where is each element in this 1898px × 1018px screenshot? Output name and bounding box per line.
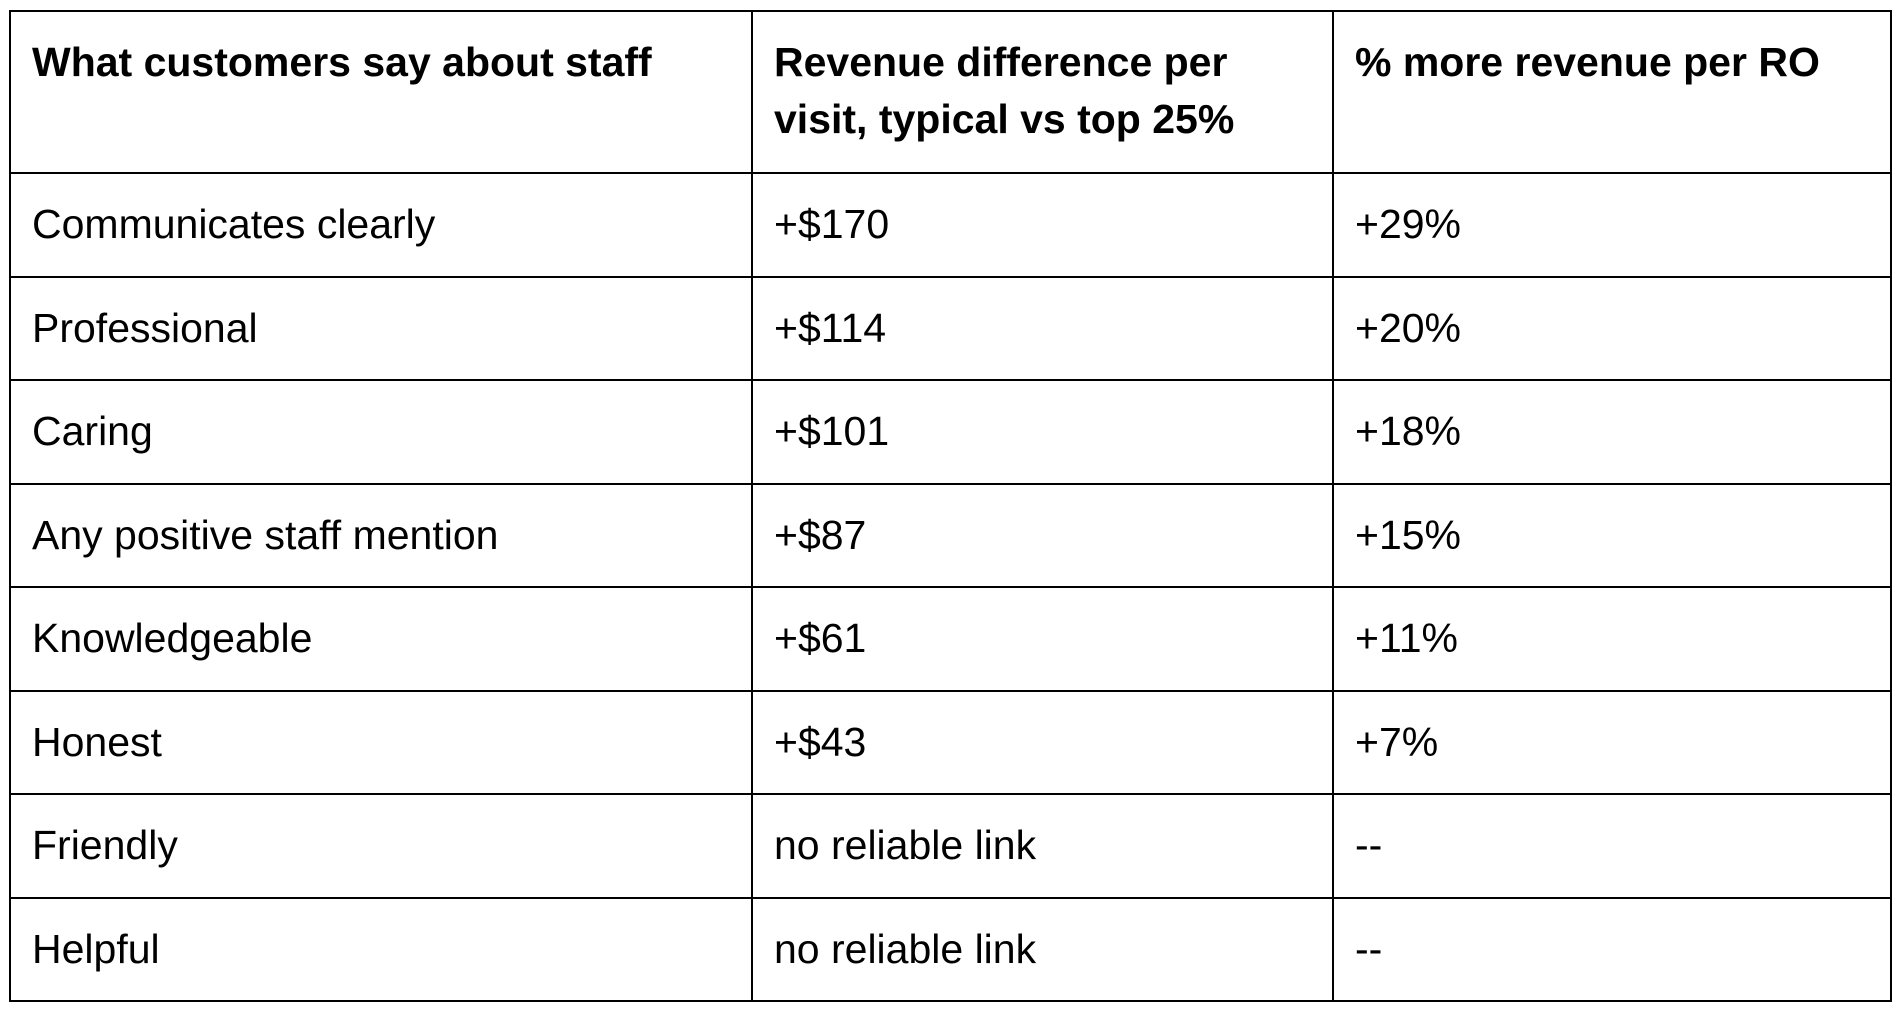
row-percent-more: +15% xyxy=(1333,484,1891,588)
row-percent-more: +20% xyxy=(1333,277,1891,381)
row-label: Communicates clearly xyxy=(10,173,752,277)
row-percent-more: -- xyxy=(1333,898,1891,1002)
staff-revenue-table xyxy=(9,10,1892,1002)
table-row xyxy=(10,587,1891,691)
row-percent-more: +7% xyxy=(1333,691,1891,795)
row-revenue-difference: +$170 xyxy=(752,173,1333,277)
table-row xyxy=(10,380,1891,484)
row-label: Honest xyxy=(10,691,752,795)
row-revenue-difference: +$114 xyxy=(752,277,1333,381)
row-revenue-difference: no reliable link xyxy=(752,898,1333,1002)
table-row xyxy=(10,691,1891,795)
table-row xyxy=(10,277,1891,381)
row-revenue-difference: +$101 xyxy=(752,380,1333,484)
row-percent-more: +11% xyxy=(1333,587,1891,691)
row-percent-more: -- xyxy=(1333,794,1891,898)
header-staff-comment: What customers say about staff xyxy=(10,11,752,173)
row-percent-more: +29% xyxy=(1333,173,1891,277)
row-label: Knowledgeable xyxy=(10,587,752,691)
row-label: Professional xyxy=(10,277,752,381)
row-revenue-difference: no reliable link xyxy=(752,794,1333,898)
row-label: Any positive staff mention xyxy=(10,484,752,588)
header-revenue-difference: Revenue difference per visit, typical vs top 25% xyxy=(752,11,1333,173)
row-label: Caring xyxy=(10,380,752,484)
row-percent-more: +18% xyxy=(1333,380,1891,484)
table-row xyxy=(10,173,1891,277)
table-row xyxy=(10,794,1891,898)
row-label: Helpful xyxy=(10,898,752,1002)
row-revenue-difference: +$61 xyxy=(752,587,1333,691)
table-header-row xyxy=(10,11,1891,173)
row-label: Friendly xyxy=(10,794,752,898)
table-row xyxy=(10,484,1891,588)
table-row xyxy=(10,898,1891,1002)
row-revenue-difference: +$87 xyxy=(752,484,1333,588)
row-revenue-difference: +$43 xyxy=(752,691,1333,795)
header-percent-more-revenue: % more revenue per RO xyxy=(1333,11,1891,173)
